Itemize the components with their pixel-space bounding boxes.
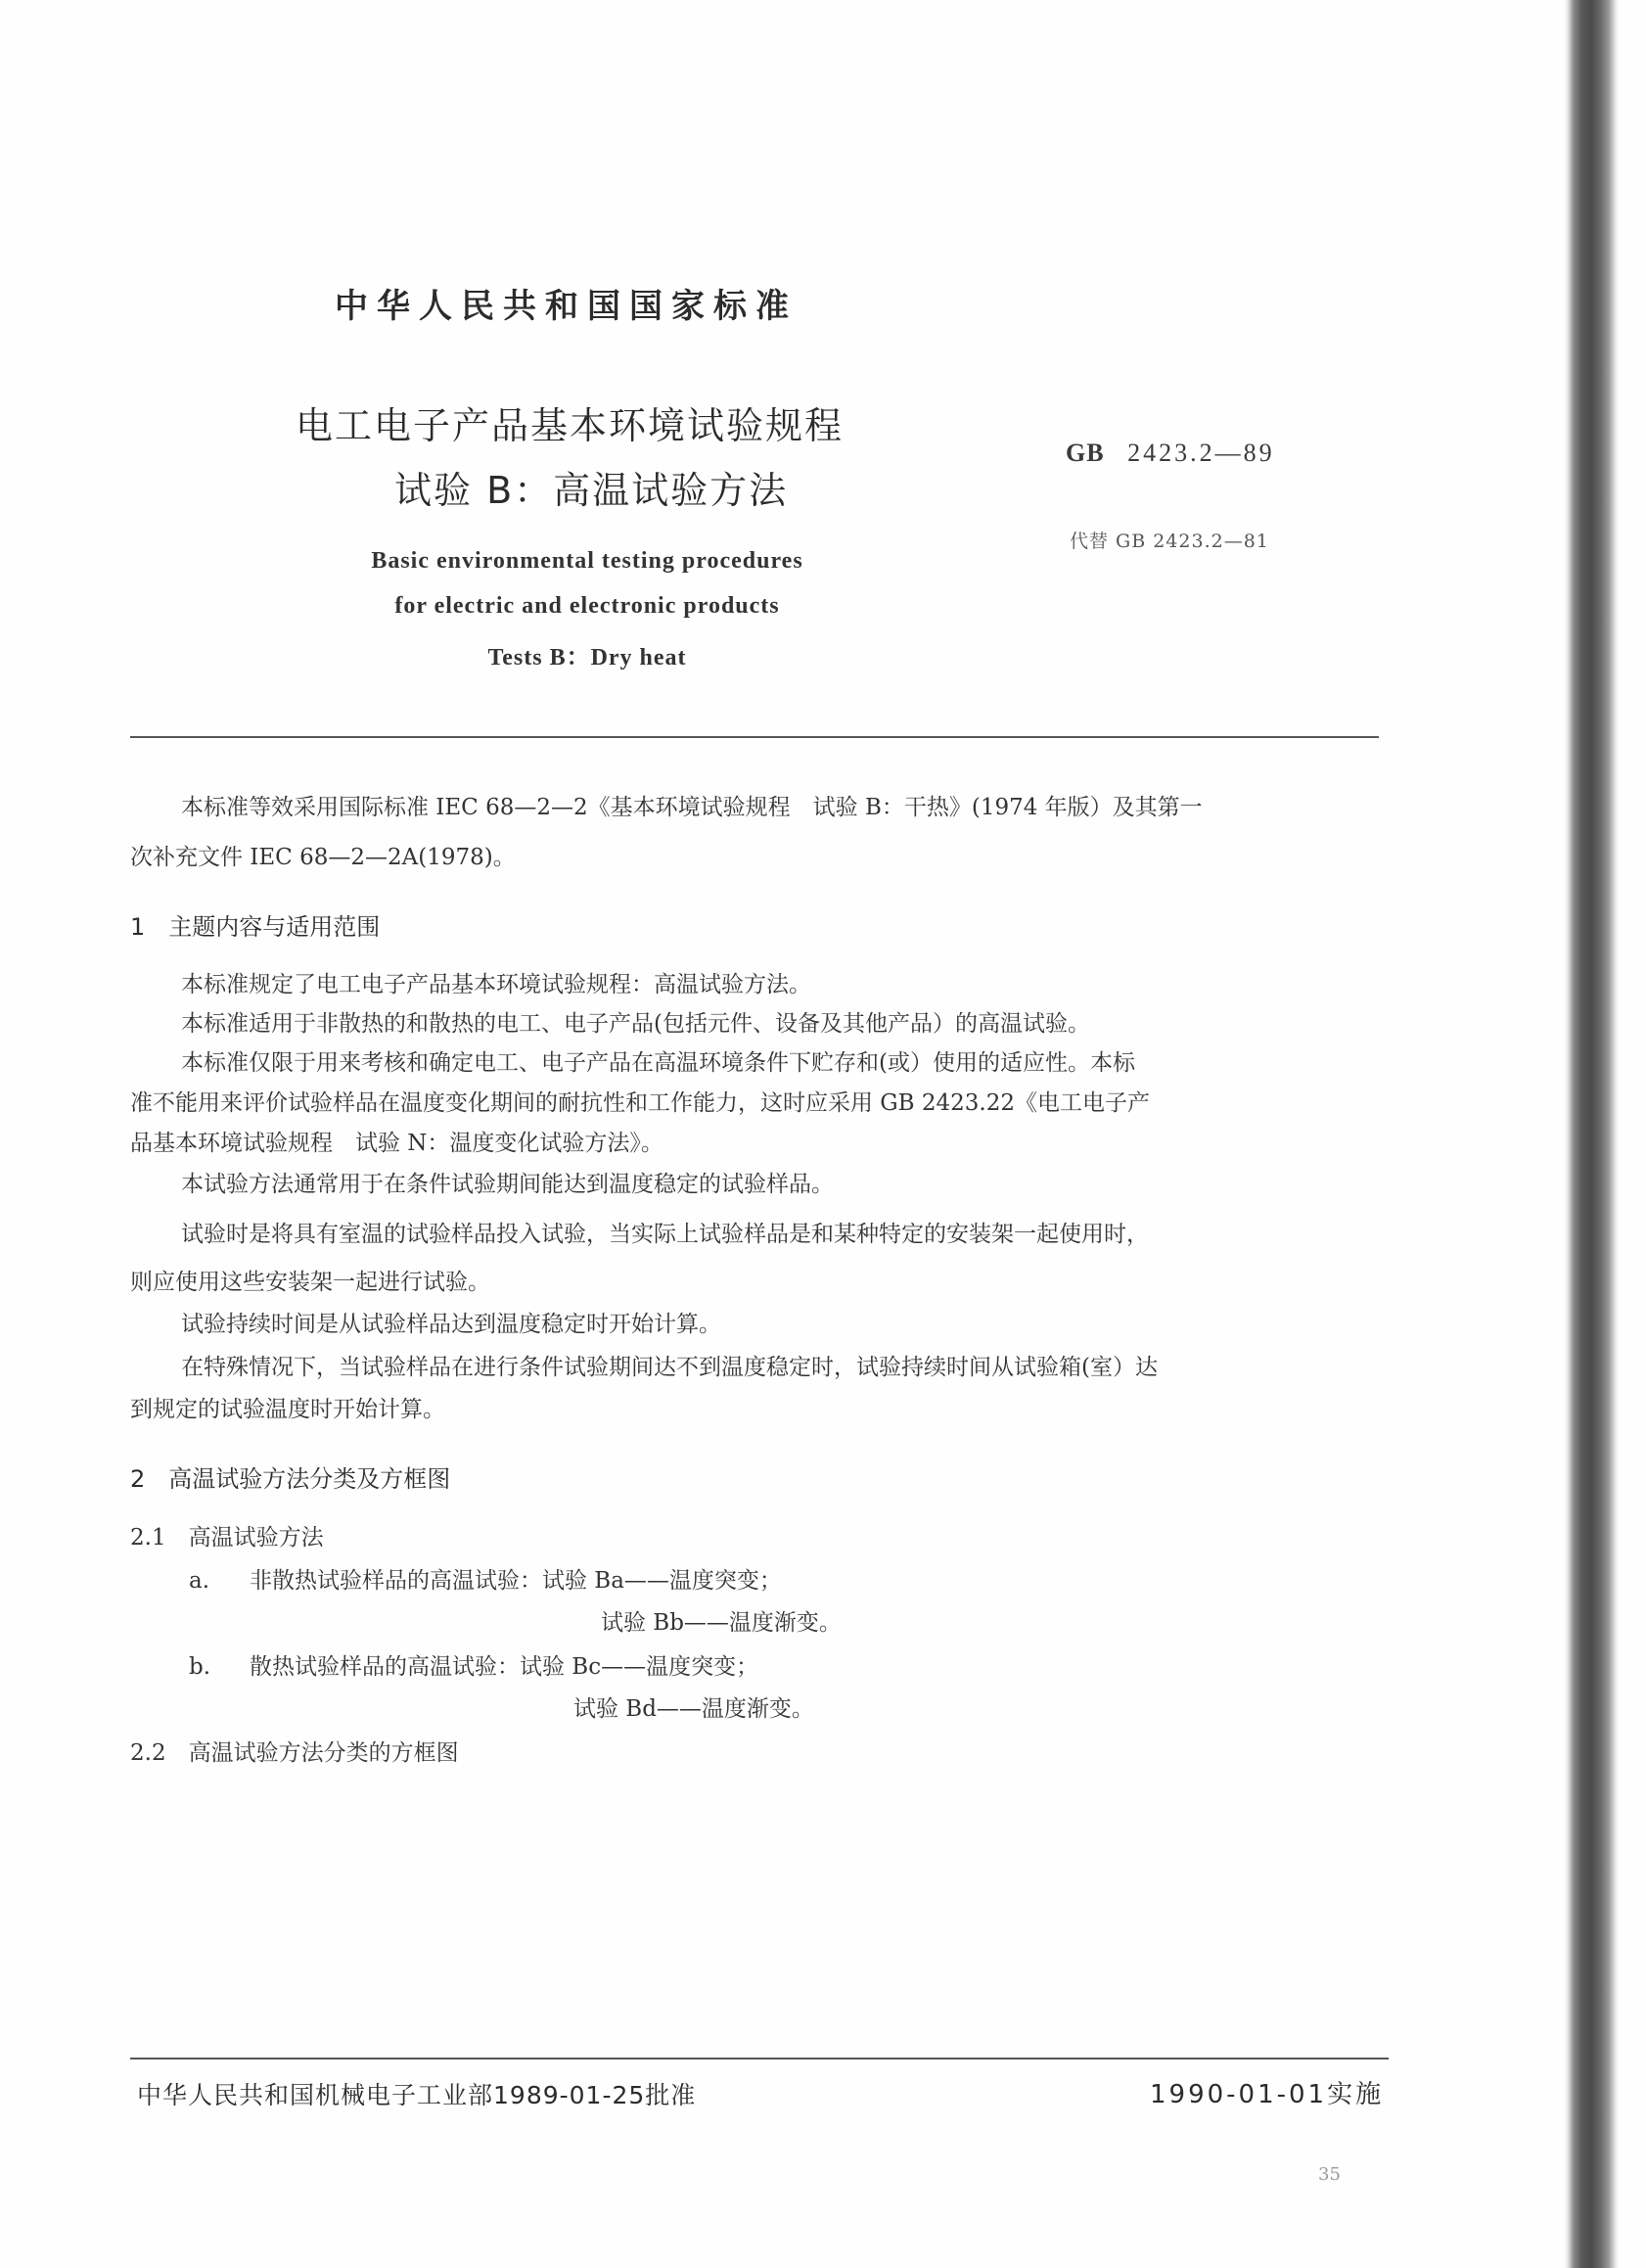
s2-1-a-label: a.: [189, 1568, 210, 1594]
s2-1-a-text2: 试验 Bb——温度渐变。: [601, 1610, 842, 1636]
s2-1-b-text2: 试验 Bd——温度渐变。: [573, 1696, 814, 1722]
title-en-line2: for electric and electronic products: [394, 593, 780, 619]
title-cn-line2: 试验 B：高温试验方法: [394, 469, 789, 512]
standard-prefix: GB: [1066, 439, 1105, 467]
s1-paragraph4: 本试验方法通常用于在条件试验期间能达到温度稳定的试验样品。: [181, 1172, 834, 1197]
title-en-line3: Tests B：Dry heat: [487, 645, 687, 671]
s1-paragraph3-line2: 准不能用来评价试验样品在温度变化期间的耐抗性和工作能力，这时应采用 GB 2423.22《电工电子产: [130, 1090, 1151, 1116]
s1-paragraph2: 本标准适用于非散热的和散热的电工、电子产品(包括元件、设备及其他产品）的高温试验。: [181, 1011, 1090, 1037]
national-standard-heading: 中华人民共和国国家标准: [335, 287, 798, 326]
intro-line2: 次补充文件 IEC 68—2—2A(1978)。: [130, 845, 516, 870]
intro-line1: 本标准等效采用国际标准 IEC 68—2—2《基本环境试验规程 试验 B：干热》(1974 年版）及其第一: [181, 795, 1203, 820]
s2-1-heading: 2.1 高温试验方法: [130, 1525, 324, 1551]
s1-paragraph3-line3: 品基本环境试验规程 试验 N：温度变化试验方法》。: [130, 1131, 663, 1156]
s1-paragraph1: 本标准规定了电工电子产品基本环境试验规程：高温试验方法。: [181, 972, 811, 997]
s1-paragraph7-line2: 到规定的试验温度时开始计算。: [130, 1397, 445, 1422]
s2-2-heading: 2.2 高温试验方法分类的方框图: [130, 1740, 459, 1766]
s1-paragraph3-line1: 本标准仅限于用来考核和确定电工、电子产品在高温环境条件下贮存和(或）使用的适应性。本标: [181, 1050, 1135, 1076]
approval-line: 中华人民共和国机械电子工业部1989-01-25批准: [137, 2081, 697, 2109]
s1-paragraph6: 试验持续时间是从试验样品达到温度稳定时开始计算。: [181, 1312, 721, 1337]
page-number: 35: [1318, 2164, 1341, 2185]
section2-heading: 2 高温试验方法分类及方框图: [130, 1465, 451, 1493]
s1-paragraph7-line1: 在特殊情况下，当试验样品在进行条件试验期间达不到温度稳定时，试验持续时间从试验箱(室）达: [181, 1355, 1158, 1380]
section1-heading: 1 主题内容与适用范围: [130, 913, 381, 941]
title-cn-line1: 电工电子产品基本环境试验规程: [296, 404, 845, 447]
s2-1-a-text: 非散热试验样品的高温试验：试验 Ba——温度突变；: [250, 1568, 782, 1594]
replaces-standard: 代替 GB 2423.2—81: [1070, 531, 1269, 552]
s1-paragraph5-line2: 则应使用这些安装架一起进行试验。: [130, 1270, 490, 1295]
title-en-line1: Basic environmental testing procedures: [371, 548, 803, 574]
standard-number: [1066, 439, 1275, 468]
s2-1-b-text: 散热试验样品的高温试验：试验 Bc——温度突变；: [250, 1654, 759, 1680]
s2-1-b-label: b.: [189, 1654, 211, 1680]
effective-date: 1990-01-01实施: [1150, 2080, 1385, 2109]
header-divider: [130, 736, 1379, 738]
footer-divider: [130, 2058, 1389, 2060]
standard-number-value: 2423.2—89: [1127, 439, 1275, 467]
scan-binding-edge: [1564, 0, 1619, 2268]
s1-paragraph5-line1: 试验时是将具有室温的试验样品投入试验，当实际上试验样品是和某种特定的安装架一起使用时，: [181, 1222, 1149, 1247]
